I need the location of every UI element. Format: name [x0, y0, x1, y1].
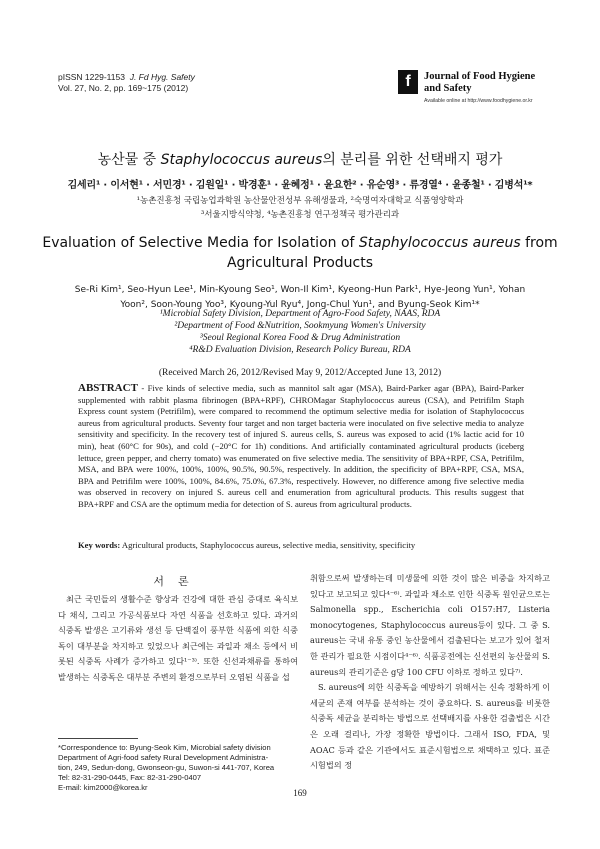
volume-line: Vol. 27, No. 2, pp. 169~175 (2012) [58, 83, 189, 93]
korean-title-after: 의 분리를 위한 선택배지 평가 [322, 152, 503, 168]
footnote-line: E-mail: kim2000@korea.kr [58, 783, 148, 792]
journal-abbrev: J. Fd Hyg. Safety [129, 72, 195, 82]
correspondence-footnote [58, 743, 298, 793]
journal-logo-letter: f [405, 73, 411, 90]
english-title-italic: Staphylococcus aureus [358, 235, 521, 251]
body-right-column [310, 571, 550, 774]
keywords-label: Key words: [78, 540, 121, 550]
abstract [78, 383, 524, 511]
english-title [40, 233, 560, 273]
korean-title-italic: Staphylococcus aureus [160, 152, 323, 168]
english-authors: Se-Ri Kim¹, Seo-Hyun Lee¹, Min-Kyoung Seo¹, Won-Il Kim¹, Kyeong-Hun Park¹, Hye-Jeong Yun¹, Yohan Yoon², Soon-Young Yoo³, Kyoung-Yul Ryu⁴, Jong-Chul Yun¹, and Byung-Seok Kim¹* [74, 285, 526, 310]
footnote-rule [58, 738, 138, 739]
issn: pISSN 1229-1153 [58, 72, 125, 82]
body-left-column: 최근 국민들의 생활수준 향상과 건강에 대한 관심 증대로 육식보다 채식, 그리고 가공식품보다 자연 식품을 선호하고 있다. 과거의 식중독 발생은 고기류와 생선 등 단백질이 풍부한 식품에 의한 식중독이 대부분을 차지하고 있었으나 최근에는 과일과 채소 등에서 비롯된 식중독 사례가 증가하고 있다¹⁻³⁾. 또한 신선과채류를 통하여 발생하는 식중독은 대부분 주변의 환경으로부터 오염된 식품을 섭 [58, 594, 298, 682]
english-affiliation-2: ²Department of Food &Nutrition, Sookmyung Women's University [174, 321, 426, 331]
section-heading: 서론 [153, 575, 203, 588]
korean-title-before: 농산물 중 [97, 152, 161, 168]
journal-logo [398, 70, 418, 94]
page-number: 169 [293, 788, 307, 798]
abstract-text: - Five kinds of selective media, such as mannitol salt agar (MSA), Baird-Parker agar (BPA), Baird-Parker supplemented with rabbit plasma fibrinogen (BPA+RPF), CHROMagar Staphylococcus aureus (CSA), and Petrifilm Staph Express count system (Petrifilm), were compared to recommend the optimum selective media for isolation of Staphylococcus aureus from agricultural products. Seventy four target and non target bacteria were inoculated on five selective media to analyze sensitivity and specificity. In the recovery test of injured S. aureus cells, S. aureus was exposed to acid (1% lactic acid for 10 min), heat (60°C for 90s), and cold (−20°C for 1h) conditions. And artificially contaminated agricultural products (iceberg lettuce, green pepper, and cherry tomato) was enumerated on five selective media. The sensitivity of BPA+RPF, CSA, Petrifilm, MSA, and BPA were 100%, 100%, 100%, 90.5%, 90.5%, respectively. In addition, the specificity of BPA+RPF, CSA, MSA, BPA and Petrifilm were 100%, 100%, 84.6%, 75.0%, 67.3%, respectively. However, no difference among five selective media was observed in recovery on injured S. aureus cell and enumeration from agricultural products. This results suggest that BPA+RPF and CSA are the optimum media for detection of S. aureus from agricultural products. [78, 383, 524, 509]
journal-issn-block [58, 72, 195, 94]
english-affiliation-4: ⁴R&D Evaluation Division, Research Policy Bureau, RDA [189, 345, 411, 355]
body-right-paragraph-1: 취함으로써 발생하는데 미생물에 의한 것이 많은 비중을 차지하고 있다고 보고되고 있다⁴⁻⁶⁾. 과일과 채소로 인한 식중독 원인균으로는 Salmonella spp., Escherichia coli O157:H7, Listeria monocytogenes, Staphylococcus aureus등이 있다. 그 중 S. aureus는 국내 유통 중인 농산물에서 검출된다는 보고가 있어 철저한 관리가 필요한 시점이다⁴⁻⁶⁾. 식품공전에는 신선편의 농산물의 S. aureus의 관리기준은 g당 100 CFU 이하로 정하고 있다⁷⁾. [310, 573, 550, 677]
journal-name [424, 71, 535, 95]
keywords-text: Agricultural products, Staphylococcus aureus, selective media, sensitivity, specificity [120, 540, 416, 550]
keywords [78, 540, 524, 550]
korean-affiliation-2: ³서울지방식약청, ⁴농촌진흥청 연구정책국 평가관리과 [200, 210, 400, 220]
footnote-line: *Correspondence to: Byung-Seok Kim, Microbial safety division [58, 743, 271, 752]
journal-name-line2: and Safety [424, 83, 472, 94]
english-title-after: from Agricultural Products [226, 235, 558, 271]
footnote-line: Tel: 82-31-290-0445, Fax: 82-31-290-0407 [58, 773, 202, 782]
journal-url: Available online at http://www.foodhygiene.or.kr [424, 98, 533, 104]
korean-affiliation-1: ¹농촌진흥청 국립농업과학원 농산물안전성부 유해생물과, ²숙명여자대학교 식품영양학과 [136, 196, 464, 206]
korean-authors: 김세리¹ · 이서현¹ · 서민경¹ · 김원일¹ · 박경훈¹ · 윤혜정¹ · 윤요한² · 유순영³ · 류경열⁴ · 윤종철¹ · 김병석¹* [67, 180, 533, 191]
korean-title [0, 149, 600, 169]
journal-name-line1: Journal of Food Hygiene [424, 71, 536, 82]
body-right-paragraph-2: S. aureus에 의한 식중독을 예방하기 위해서는 신속 정확하게 이 세균의 존재 여부를 분석하는 것이 중요하다. S. aureus를 비롯한 식중독 세균을 분리하는 방법으로 선택배지를 사용한 검출법은 시간은 오래 걸리나, 가장 정확한 방법이다. 그래서 ISO, FDA, 및 AOAC 등과 같은 기관에서도 표준시험법으로 채택하고 있다. 표준시험법의 정 [310, 682, 550, 771]
english-affiliation-3: ³Seoul Regional Korea Food & Drug Administration [199, 333, 401, 343]
received-dates: (Received March 26, 2012/Revised May 9, 2012/Accepted June 13, 2012) [158, 368, 442, 378]
english-affiliation-1: ¹Microbial Safety Division, Department of Agro-Food Safety, NAAS, RDA [159, 309, 441, 319]
english-title-before: Evaluation of Selective Media for Isolation of [42, 235, 359, 251]
footnote-line: tion, 249, Sedun-dong, Gwonseon-gu, Suwon-si 441-707, Korea [58, 763, 275, 772]
footnote-line: Department of Agri-food safety Rural Development Administra- [58, 753, 269, 762]
abstract-label: ABSTRACT [78, 382, 138, 394]
